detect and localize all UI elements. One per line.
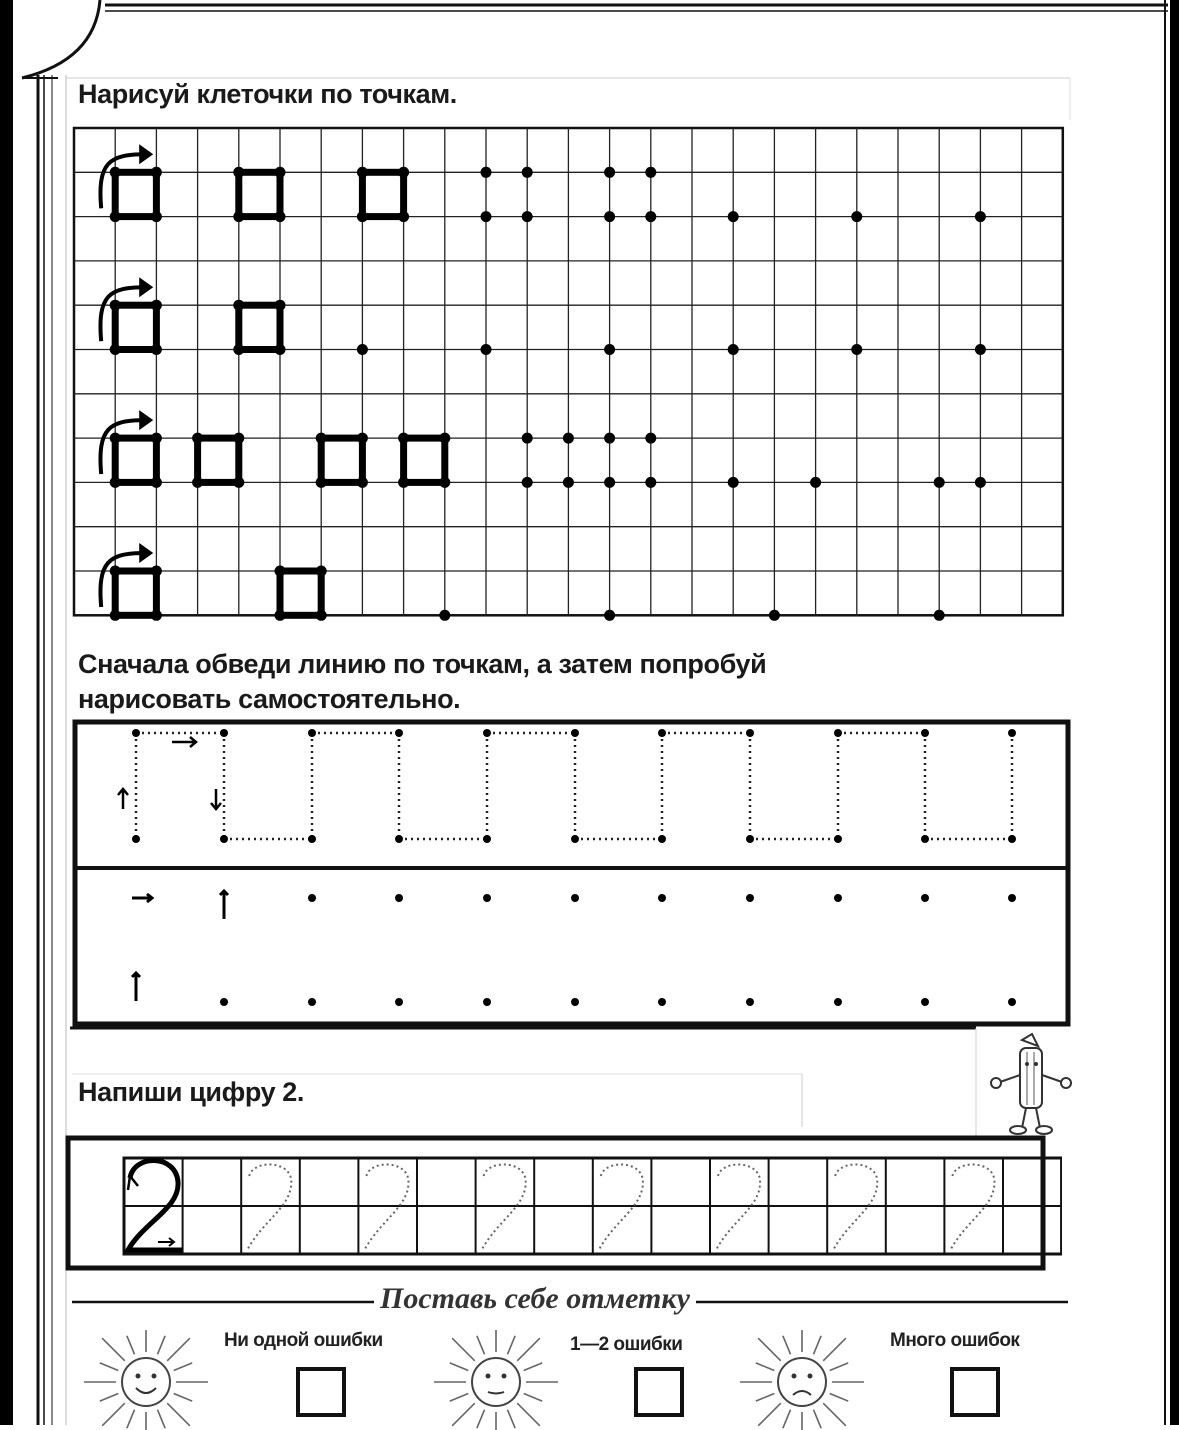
sun-ray	[174, 1393, 192, 1401]
trace-dot	[571, 998, 579, 1006]
grid-dot	[481, 167, 492, 178]
grid-dot	[151, 300, 162, 311]
grid-dot	[604, 211, 615, 222]
sun-ray	[450, 1363, 468, 1371]
trace-dot	[571, 835, 579, 843]
trace-dot	[395, 729, 403, 737]
sun-ray	[167, 1403, 190, 1426]
trace-dot	[308, 835, 316, 843]
grid-dot	[398, 167, 409, 178]
sun-ray	[756, 1393, 774, 1401]
rating-title: Поставь себе отметку	[374, 1282, 696, 1316]
grid-dot	[110, 610, 121, 621]
drawn-square	[362, 172, 403, 216]
grid-dot	[728, 344, 739, 355]
grid-dot	[522, 433, 533, 444]
rating-label-many-errors: Много ошибок	[890, 1330, 1020, 1351]
grid-dot	[604, 344, 615, 355]
sun-ray	[167, 1338, 190, 1361]
sun-ray	[450, 1393, 468, 1401]
grid-dot	[563, 433, 574, 444]
sun-ray	[452, 1403, 475, 1426]
grid-dot	[645, 167, 656, 178]
arrow-head	[139, 410, 153, 430]
grid-dot	[316, 566, 327, 577]
trace-dot	[834, 894, 842, 902]
sun-ray	[830, 1393, 848, 1401]
drawn-square	[115, 571, 156, 615]
trace-dot	[658, 835, 666, 843]
task1-instruction: Нарисуй клеточки по точкам.	[78, 79, 457, 109]
sun-face	[472, 1358, 520, 1406]
sun-neutral-icon	[434, 1330, 564, 1430]
sun-ray	[127, 1336, 135, 1354]
trace-dot	[220, 835, 228, 843]
sun-ray	[758, 1338, 781, 1361]
sun-ray	[102, 1338, 125, 1361]
task2-instruction-line2: нарисовать самостоятельно.	[78, 684, 461, 714]
trace-dot	[921, 894, 929, 902]
line-tracing-exercise	[68, 715, 1078, 1035]
sun-ray	[813, 1336, 821, 1354]
dotted-digit-two	[247, 1164, 291, 1250]
trace-dot	[395, 894, 403, 902]
sun-ray	[783, 1336, 791, 1354]
sun-happy-icon	[84, 1330, 214, 1430]
grid-dot	[151, 566, 162, 577]
trace-dot	[746, 998, 754, 1006]
curved-arrow-icon	[100, 154, 145, 208]
trace-dot	[834, 998, 842, 1006]
grid-dot	[398, 211, 409, 222]
sun-ray	[758, 1403, 781, 1426]
sun-eye	[486, 1374, 491, 1379]
grid-dot	[934, 610, 945, 621]
sun-ray	[157, 1336, 165, 1354]
sun-ray	[507, 1336, 515, 1354]
sun-ray	[102, 1403, 125, 1426]
arrow-right-icon	[132, 894, 152, 902]
grid-dot	[563, 477, 574, 488]
trace-dot	[308, 729, 316, 737]
arrow-icon	[158, 1238, 174, 1246]
sun-ray	[100, 1363, 118, 1371]
trace-dot	[658, 998, 666, 1006]
sun-ray	[524, 1393, 542, 1401]
curved-arrow-icon	[100, 553, 145, 607]
grid-dot	[233, 433, 244, 444]
sun-face	[122, 1358, 170, 1406]
trace-dot	[746, 729, 754, 737]
grid-dot	[645, 477, 656, 488]
grid-dot	[233, 167, 244, 178]
trace-dot	[483, 998, 491, 1006]
trace-dot	[571, 894, 579, 902]
drawn-square	[198, 438, 239, 482]
digit-writing-strip	[62, 1134, 1062, 1274]
sun-ray	[517, 1403, 540, 1426]
sun-ray	[524, 1363, 542, 1371]
trace-dot	[395, 835, 403, 843]
grid-dot	[522, 211, 533, 222]
grid-dot	[604, 477, 615, 488]
grid-dot	[151, 433, 162, 444]
rating-checkbox-few-errors[interactable]	[634, 1367, 684, 1417]
sun-ray	[783, 1410, 791, 1428]
sun-ray	[174, 1363, 192, 1371]
sun-eye	[808, 1374, 813, 1379]
grid-lines	[74, 128, 1063, 615]
trace-dot	[1008, 835, 1016, 843]
grid-dot	[233, 300, 244, 311]
trace-dot	[921, 835, 929, 843]
dotted-digit-two	[482, 1164, 526, 1250]
sun-ray	[517, 1338, 540, 1361]
grid-dot	[275, 211, 286, 222]
grid-dot	[275, 610, 286, 621]
grid-dot	[110, 433, 121, 444]
sun-ray	[813, 1410, 821, 1428]
arrow-down-icon	[211, 789, 221, 809]
grid-dot	[151, 610, 162, 621]
dotted-digit-two	[950, 1164, 994, 1250]
grid-dot	[357, 167, 368, 178]
task2-instruction-line1: Сначала обведи линию по точкам, а затем попробуй	[78, 649, 767, 679]
grid-dot	[357, 211, 368, 222]
grid-dot	[192, 477, 203, 488]
grid-dot	[110, 566, 121, 577]
sun-eye	[792, 1374, 797, 1379]
grid-dot	[110, 344, 121, 355]
sun-ray	[452, 1338, 475, 1361]
grid-dot	[439, 610, 450, 621]
grid-dot	[439, 477, 450, 488]
rating-checkbox-many-errors[interactable]	[950, 1367, 1000, 1417]
trace-dot	[1008, 729, 1016, 737]
drawn-square	[115, 172, 156, 216]
grid-dot	[975, 477, 986, 488]
grid-dot	[398, 477, 409, 488]
sun-ray	[830, 1363, 848, 1371]
drawn-square	[280, 571, 321, 615]
grid-dot	[316, 433, 327, 444]
grid-dot	[481, 211, 492, 222]
sun-ray	[823, 1403, 846, 1426]
sun-face	[778, 1358, 826, 1406]
sun-ray	[477, 1336, 485, 1354]
grid-dot	[151, 211, 162, 222]
grid-dot	[604, 433, 615, 444]
drawn-square	[239, 305, 280, 349]
grid-dot	[275, 344, 286, 355]
trace-dot	[1008, 998, 1016, 1006]
grid-dot	[110, 300, 121, 311]
grid-dot	[357, 433, 368, 444]
trace-dot	[395, 998, 403, 1006]
trace-dot	[483, 894, 491, 902]
trace-dot	[132, 729, 140, 737]
dotted-digit-two	[716, 1164, 760, 1250]
trace-dot	[921, 729, 929, 737]
grid-dot	[316, 477, 327, 488]
trace-dot	[746, 835, 754, 843]
trace-dot	[308, 998, 316, 1006]
grid-dot	[522, 477, 533, 488]
sun-ray	[157, 1410, 165, 1428]
grid-dot	[151, 344, 162, 355]
sun-ray	[507, 1410, 515, 1428]
grid-dot	[522, 167, 533, 178]
arrow-head	[139, 144, 153, 164]
drawn-square	[321, 438, 362, 482]
dotted-digit-two	[833, 1164, 877, 1250]
grid-dot	[233, 477, 244, 488]
trace-dot	[571, 729, 579, 737]
drawn-square	[115, 305, 156, 349]
trace-dot	[834, 835, 842, 843]
sun-ray	[127, 1410, 135, 1428]
grid-dot	[151, 167, 162, 178]
trace-dot	[483, 835, 491, 843]
grid-dot	[645, 211, 656, 222]
grid-dot	[357, 477, 368, 488]
trace-dot	[220, 729, 228, 737]
curved-arrow-icon	[100, 420, 145, 474]
grid-dot	[851, 211, 862, 222]
arrow-up-icon	[118, 789, 128, 809]
grid-marks	[100, 144, 985, 621]
grid-dot	[934, 477, 945, 488]
arrow-up-icon	[132, 973, 140, 1001]
grid-dot	[233, 344, 244, 355]
grid-dot	[110, 167, 121, 178]
drawn-square	[115, 438, 156, 482]
grid-dot	[151, 477, 162, 488]
grid-dot	[275, 167, 286, 178]
sun-ray	[756, 1363, 774, 1371]
grid-dot	[275, 566, 286, 577]
arrow-down-icon	[220, 891, 228, 919]
rating-label-no-errors: Ни одной ошибки	[224, 1330, 383, 1351]
trace-dot	[132, 835, 140, 843]
arrow-head	[139, 543, 153, 563]
grid-dot	[192, 433, 203, 444]
task3-instruction: Напиши цифру 2.	[78, 1077, 305, 1107]
grid-dot	[769, 610, 780, 621]
grid-dot	[439, 433, 450, 444]
grid-dot	[604, 167, 615, 178]
trace-dot	[220, 998, 228, 1006]
grid-dot	[233, 211, 244, 222]
tracing-frame	[75, 722, 1068, 1024]
grid-dot	[728, 477, 739, 488]
grid-dot	[851, 344, 862, 355]
trace-dot	[1008, 894, 1016, 902]
rating-label-few-errors: 1—2 ошибки	[570, 1334, 683, 1355]
sun-ray	[823, 1338, 846, 1361]
trace-dot	[658, 894, 666, 902]
arrow-icon	[128, 1176, 138, 1190]
grid-dot	[275, 300, 286, 311]
arrow-right-icon	[172, 737, 196, 747]
pencil-character-icon	[982, 1030, 1082, 1150]
sun-sad-icon	[740, 1330, 870, 1430]
sun-eye	[136, 1374, 141, 1379]
grid-dot	[810, 477, 821, 488]
grid-dot	[357, 344, 368, 355]
trace-dot	[308, 894, 316, 902]
grid-dot	[604, 610, 615, 621]
grid-dot	[316, 610, 327, 621]
trace-dot	[834, 729, 842, 737]
drawn-square	[239, 172, 280, 216]
sun-eye	[502, 1374, 507, 1379]
trace-dot	[921, 998, 929, 1006]
sun-ray	[477, 1410, 485, 1428]
curved-arrow-icon	[100, 287, 145, 341]
dotted-digit-two	[599, 1164, 643, 1250]
trace-dot	[483, 729, 491, 737]
grid-dot	[481, 344, 492, 355]
grid-dot	[645, 433, 656, 444]
grid-dot	[975, 344, 986, 355]
drawn-square	[404, 438, 445, 482]
grid-dot	[975, 211, 986, 222]
arrow-head	[139, 277, 153, 297]
dotted-digit-two	[364, 1164, 408, 1250]
dot-grid-exercise	[68, 118, 1068, 630]
sun-ray	[100, 1393, 118, 1401]
sun-eye	[152, 1374, 157, 1379]
grid-dot	[398, 433, 409, 444]
grid-dot	[728, 211, 739, 222]
grid-dot	[110, 211, 121, 222]
trace-dot	[658, 729, 666, 737]
trace-dot	[746, 894, 754, 902]
grid-dot	[110, 477, 121, 488]
rating-checkbox-no-errors[interactable]	[296, 1367, 346, 1417]
